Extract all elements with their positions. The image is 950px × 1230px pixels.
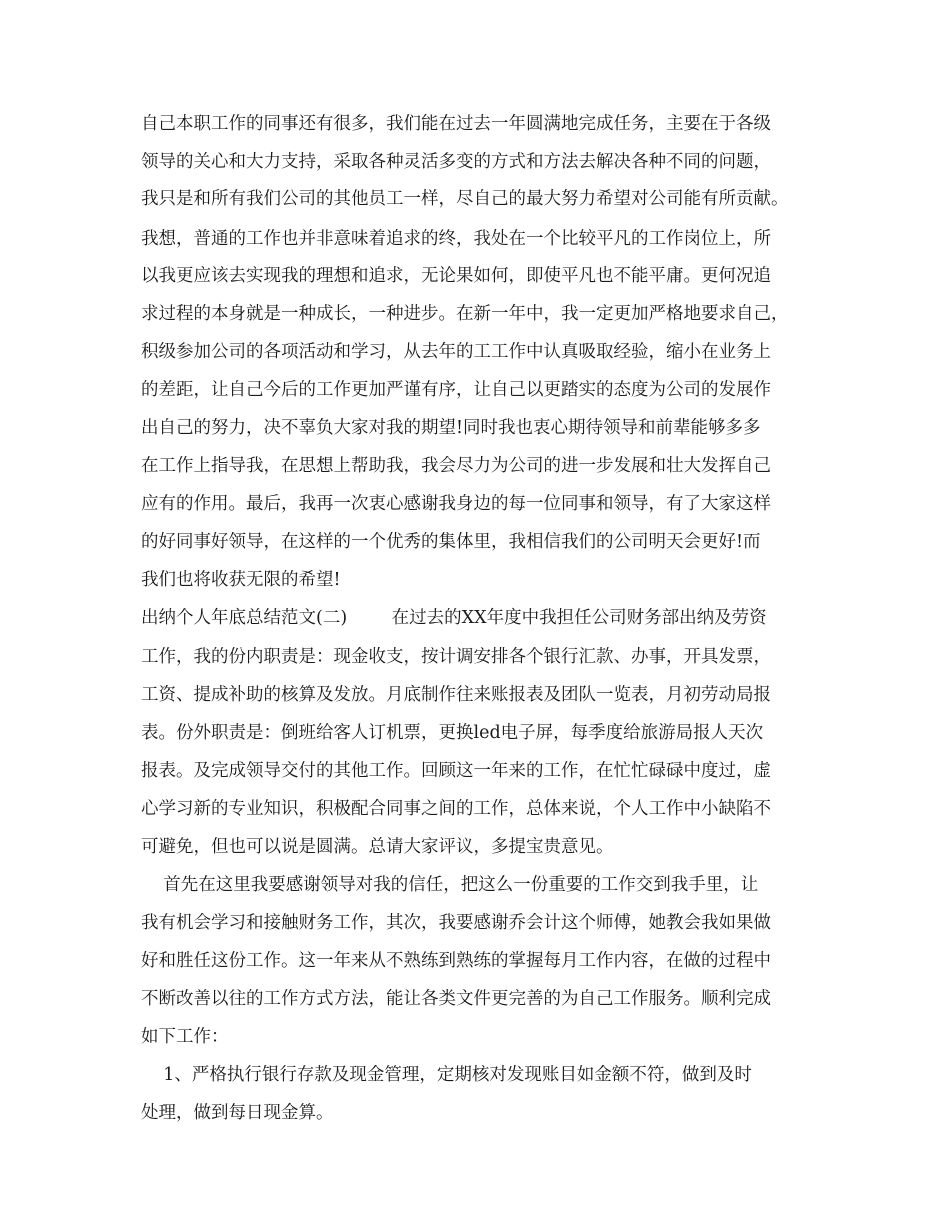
- text-line: 报表。及完成领导交付的其他工作。回顾这一年来的工作，在忙忙碌碌中度过，虚: [141, 761, 771, 781]
- text-line: 我想，普通的工作也并非意味着追求的终，我处在一个比较平凡的工作岗位上，所: [141, 229, 771, 249]
- text-line: 积级参加公司的各项活动和学习，从去年的工工作中认真吸取经验，缩小在业务上: [141, 342, 771, 362]
- text-line: 以我更应该去实现我的理想和追求，无论果如何，即使平凡也不能平庸。更何况追: [141, 266, 771, 286]
- text-line: 可避免，但也可以说是圆满。总请大家评议，多提宝贵意见。: [141, 837, 614, 857]
- text-line: 自己本职工作的同事还有很多，我们能在过去一年圆满地完成任务，主要在于各级: [141, 114, 771, 134]
- text-line: 我们也将收获无限的希望!: [141, 570, 341, 590]
- text-line: 出自己的努力，决不辜负大家对我的期望!同时我也衷心期待领导和前辈能够多多: [141, 418, 761, 438]
- text-line: 处理，做到每日现金算。: [141, 1103, 334, 1123]
- text-line: 我只是和所有我们公司的其他员工一样，尽自己的最大努力希望对公司能有所贡献。: [141, 189, 789, 209]
- text-line: 我有机会学习和接触财务工作，其次，我要感谢乔会计这个师傅，她教会我如果做: [141, 913, 771, 933]
- text-line: 心学习新的专业知识，积极配合同事之间的工作，总体来说，个人工作中小缺陷不: [141, 799, 771, 819]
- text-line: 工作，我的份内职责是：现金收支，按计调安排各个银行汇款、办事，开具发票，: [141, 647, 771, 667]
- text-line: 表。份外职责是：倒班给客人订机票，更换led电子屏，每季度给旅游局报人天次: [141, 723, 764, 743]
- text-line: 工资、提成补助的核算及发放。月底制作往来账报表及团队一览表，月初劳动局报: [141, 685, 771, 705]
- text-line: 不断改善以往的工作方式方法，能让各类文件更完善的为自己工作服务。顺利完成: [141, 989, 771, 1009]
- text-line: 的差距，让自己今后的工作更加严谨有序，让自己以更踏实的态度为公司的发展作: [141, 380, 771, 400]
- text-line: 求过程的本身就是一种成长，一种进步。在新一年中，我一定更加严格地要求自己，: [141, 304, 789, 324]
- text-line: 首先在这里我要感谢领导对我的信任，把这么一份重要的工作交到我手里，让: [141, 875, 759, 895]
- text-line: 领导的关心和大力支持，采取各种灵活多变的方式和方法去解决各种不同的问题，: [141, 152, 771, 172]
- text-line: 在工作上指导我，在思想上帮助我，我会尽力为公司的进一步发展和壮大发挥自己: [141, 456, 771, 476]
- text-line: 出纳个人年底总结范文(二) 在过去的XX年度中我担任公司财务部出纳及劳资: [141, 608, 767, 628]
- text-line: 的好同事好领导，在这样的一个优秀的集体里，我相信我们的公司明天会更好!而: [141, 532, 761, 552]
- text-line: 好和胜任这份工作。这一年来从不熟练到熟练的掌握每月工作内容，在做的过程中: [141, 951, 771, 971]
- text-line: 如下工作：: [141, 1027, 229, 1047]
- text-line: 1、严格执行银行存款及现金管理，定期核对发现账目如金额不符，做到及时: [141, 1065, 752, 1085]
- text-line: 应有的作用。最后，我再一次衷心感谢我身边的每一位同事和领导，有了大家这样: [141, 494, 771, 514]
